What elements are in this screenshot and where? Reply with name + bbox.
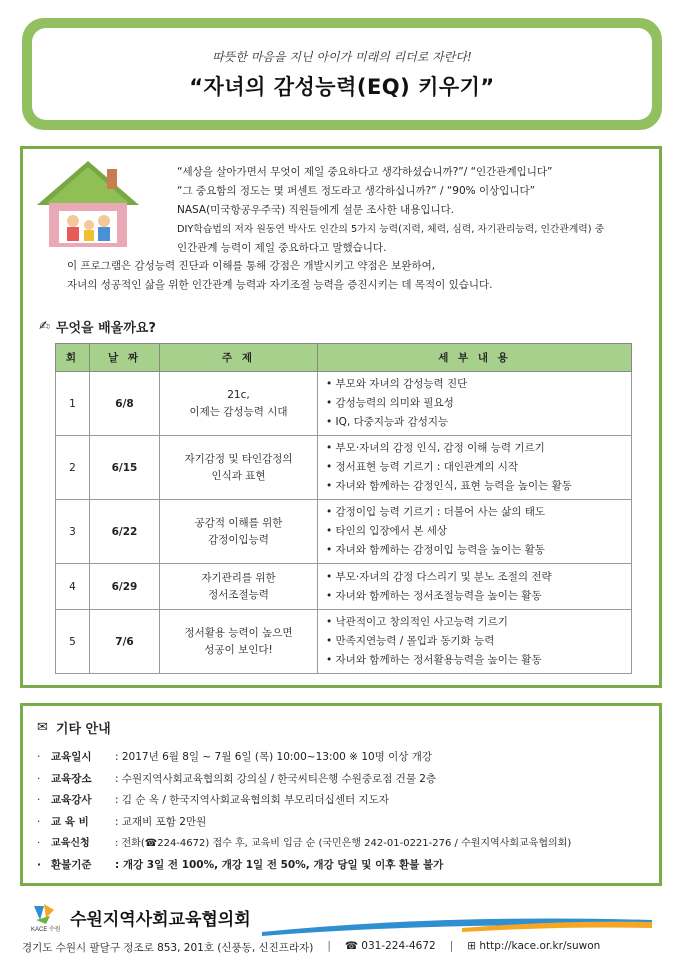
info-label: 교육일시 xyxy=(51,751,92,763)
session-date: 6/29 xyxy=(90,564,160,610)
table-header-row xyxy=(56,344,632,372)
table-row xyxy=(56,372,632,436)
intro-line: “그 중요함의 정도는 몇 퍼센트 정도라고 생각하십니까?” / “90% 이상입니다” xyxy=(177,185,536,197)
session-details xyxy=(318,436,632,500)
section-title-text: 무엇을 배울까요? xyxy=(55,321,156,336)
footer-logo xyxy=(30,902,251,932)
detail-item: • 타인의 입장에서 본 세상 xyxy=(326,522,623,541)
header-cell-detail: 세 부 내 용 xyxy=(318,344,632,372)
web-icon: ⊞ xyxy=(467,940,480,952)
info-label: 환불기준 xyxy=(51,858,92,871)
page-title: “자녀의 감성능력(EQ) 키우기” xyxy=(189,74,495,99)
topic-line: 정서조절능력 xyxy=(208,588,269,601)
header-cell-date: 날 짜 xyxy=(90,344,160,372)
topic-line: 인식과 표현 xyxy=(211,469,266,482)
section-title xyxy=(39,317,156,336)
detail-item: • 부모·자녀의 감정 인식, 감정 이해 능력 기르기 xyxy=(326,439,623,458)
session-date: 7/6 xyxy=(90,610,160,674)
detail-item: • 자녀와 함께하는 정서활용능력을 높이는 활동 xyxy=(326,651,623,670)
session-date: 6/22 xyxy=(90,500,160,564)
header-subtitle: 따뜻한 마음을 지닌 아이가 미래의 리더로 자란다! xyxy=(212,49,472,64)
detail-item: • 자녀와 함께하는 감정이입 능력을 높이는 활동 xyxy=(326,541,623,560)
purpose-line: 자녀의 성공적인 삶을 위한 인간관계 능력과 자기조절 능력을 증진시키는 데 목적이 있습니다. xyxy=(67,279,493,291)
session-details xyxy=(318,500,632,564)
detail-item: • 자녀와 함께하는 감정인식, 표현 능력을 높이는 활동 xyxy=(326,477,623,496)
topic-line: 성공이 보인다! xyxy=(204,643,273,656)
topic-line: 21c, xyxy=(227,388,250,401)
info-value: : 교재비 포함 2만원 xyxy=(115,815,207,828)
intro-line: DIY학습법의 저자 원동연 박사도 인간의 5가지 능력(지력, 체력, 심력, 자기관리능력, 인간관계력) 중 xyxy=(177,224,605,235)
header-cell-num: 회 xyxy=(56,344,90,372)
footer-phone-group xyxy=(345,940,436,955)
table-row xyxy=(56,436,632,500)
envelope-icon: ✉ xyxy=(37,720,48,735)
topic-line: 자기관리를 위한 xyxy=(201,571,276,584)
detail-item: • 낙관적이고 창의적인 사고능력 기르기 xyxy=(326,613,623,632)
program-purpose xyxy=(67,257,627,295)
session-number: 4 xyxy=(56,564,90,610)
info-box xyxy=(20,703,662,886)
info-row-schedule xyxy=(37,747,645,769)
divider: | xyxy=(327,940,331,952)
detail-item: • 감정이입 능력 기르기 : 더불어 사는 삶의 태도 xyxy=(326,503,623,522)
info-row-apply xyxy=(37,833,645,855)
session-number: 5 xyxy=(56,610,90,674)
session-topic xyxy=(160,500,318,564)
info-value: : 전화(☎224-4672) 접수 후, 교육비 입금 순 (국민은행 242-01-0221-276 / 수원지역사회교육협의회) xyxy=(115,838,572,849)
session-details xyxy=(318,610,632,674)
table-row xyxy=(56,564,632,610)
intro-line: “세상을 살아가면서 무엇이 제일 중요하다고 생각하셨습니까?”/ “인간관계입니다” xyxy=(177,166,553,178)
org-name: 수원지역사회교육협의회 xyxy=(70,909,251,930)
footer-url-group[interactable] xyxy=(467,940,600,955)
session-topic xyxy=(160,372,318,436)
info-value: : 김 순 옥 / 한국지역사회교육협의회 부모리더십센터 지도자 xyxy=(115,794,389,806)
decorative-swoosh xyxy=(262,912,652,936)
topic-line: 정서활용 능력이 높으면 xyxy=(184,626,293,639)
house-family-icon xyxy=(33,159,143,249)
purpose-line: 이 프로그램은 감성능력 진단과 이해를 통해 강점은 개발시키고 약점은 보완하여, xyxy=(67,260,436,272)
header-cell-topic: 주 제 xyxy=(160,344,318,372)
table-row xyxy=(56,500,632,564)
pencil-icon: ✍ xyxy=(39,319,50,334)
topic-line: 자기감정 및 타인감정의 xyxy=(184,452,293,465)
info-value: : 수원지역사회교육협의회 강의실 / 한국씨티은행 수원중로점 건물 2층 xyxy=(115,772,437,785)
footer-url[interactable]: http://kace.or.kr/suwon xyxy=(479,940,601,952)
info-title-text: 기타 안내 xyxy=(55,722,111,737)
phone-icon: ☎ xyxy=(344,940,362,952)
footer-contact xyxy=(22,940,600,955)
topic-line: 공감적 이해를 위한 xyxy=(194,516,283,529)
bullet-icon: · xyxy=(37,751,41,763)
bullet-icon: · xyxy=(37,838,41,849)
topic-line: 감정이입능력 xyxy=(208,533,269,546)
session-date: 6/8 xyxy=(90,372,160,436)
detail-item: • 부모와 자녀의 감성능력 진단 xyxy=(326,375,623,394)
detail-item: • 만족지연능력 / 몰입과 동기화 능력 xyxy=(326,632,623,651)
header-inner xyxy=(32,28,652,120)
schedule-table xyxy=(55,343,632,674)
info-value: : 개강 3일 전 100%, 개강 1일 전 50%, 개강 당일 및 이후 환불 불가 xyxy=(115,858,444,871)
kace-logo-icon xyxy=(30,902,64,932)
intro-line: NASA(미국항공우주국) 직원들에게 설문 조사한 내용입니다. xyxy=(177,204,455,216)
bullet-icon: · xyxy=(37,794,41,806)
info-row-fee xyxy=(37,812,645,834)
info-row-refund xyxy=(37,855,645,877)
session-topic xyxy=(160,436,318,500)
session-topic xyxy=(160,610,318,674)
header-banner xyxy=(22,18,662,130)
detail-item: • IQ, 다중지능과 감성지능 xyxy=(326,413,623,432)
intro-line: 인간관계 능력이 제일 중요하다고 말했습니다. xyxy=(177,242,387,254)
info-label: 교육신청 xyxy=(51,838,90,849)
info-title xyxy=(37,718,645,737)
session-topic xyxy=(160,564,318,610)
session-date: 6/15 xyxy=(90,436,160,500)
detail-item: • 부모·자녀의 감정 다스리기 및 분노 조절의 전략 xyxy=(326,568,623,587)
detail-item: • 자녀와 함께하는 정서조절능력을 높이는 활동 xyxy=(326,587,623,606)
session-details xyxy=(318,564,632,610)
program-box xyxy=(20,146,662,688)
bullet-icon: · xyxy=(37,858,41,871)
info-label: 교 육 비 xyxy=(51,815,89,828)
intro-quotes xyxy=(177,163,657,258)
topic-line: 이제는 감성능력 시대 xyxy=(189,405,288,418)
logo-text: KACE 수원 xyxy=(31,927,61,932)
bullet-icon: · xyxy=(37,815,41,828)
session-number: 3 xyxy=(56,500,90,564)
bullet-icon: · xyxy=(37,772,41,785)
footer-phone: 031-224-4672 xyxy=(361,940,436,952)
session-details xyxy=(318,372,632,436)
info-label: 교육강사 xyxy=(51,794,92,806)
detail-item: • 정서표현 능력 기르기 : 대인관계의 시작 xyxy=(326,458,623,477)
detail-item: • 감성능력의 의미와 필요성 xyxy=(326,394,623,413)
session-number: 1 xyxy=(56,372,90,436)
info-row-instructor xyxy=(37,790,645,812)
info-row-place xyxy=(37,769,645,791)
divider: | xyxy=(449,940,454,952)
footer-address: 경기도 수원시 팔달구 정조로 853, 201호 (신풍동, 신진프라자) xyxy=(22,942,314,954)
info-label: 교육장소 xyxy=(51,772,92,785)
session-number: 2 xyxy=(56,436,90,500)
table-row xyxy=(56,610,632,674)
info-value: : 2017년 6월 8일 ~ 7월 6일 (목) 10:00~13:00 ※ 10명 이상 개강 xyxy=(115,751,433,763)
